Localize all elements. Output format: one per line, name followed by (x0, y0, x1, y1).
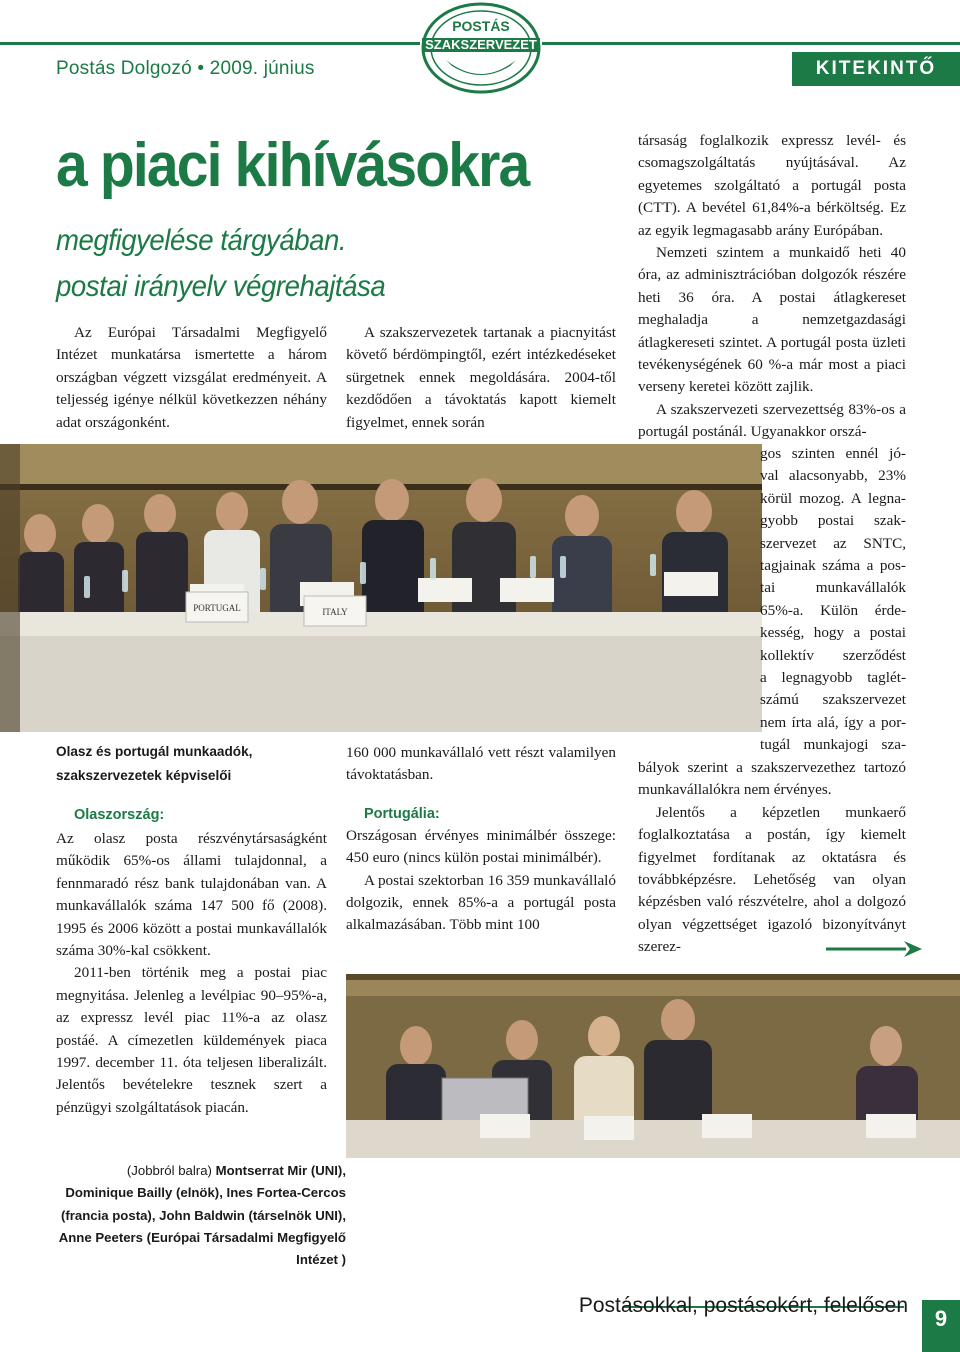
portugal-paragraph-2: A postai szektorban 16 359 munkavállaló dolgozik, ennek 85%-a a portugál posta alkalmazásában. Több mint 100 (346, 871, 616, 934)
sign-italy: ITALY (322, 607, 348, 617)
meeting-photo-2 (346, 974, 960, 1158)
credits-prefix: (Jobbról balra) (126, 1163, 216, 1178)
credits-names: Montserrat Mir (UNI), Dominique Bailly (elnök), Ines Fortea-Cercos (francia posta), John Baldwin (társelnök UNI), Anne Peeters (Európai Társadalmi Megfigyelő Intézet ) (58, 1163, 346, 1268)
caption-line-1: Olasz és portugál munkaadók, (56, 744, 253, 759)
wrap-line: tagjainak száma a pos- (760, 557, 906, 575)
lead-paragraph (56, 322, 327, 434)
right-paragraph-2: Nemzeti szintem a munkaidő heti 40 óra, az adminisztrációban dolgozók részére heti 36 óra. A postai átlagkereset meghaladja a nemzetgazdasági átlagkereseti szintet. A portugál posta üzleti tevékenységének 60 %-a már most a piaci verseny keretei között zajlik. (638, 244, 906, 396)
header-rule-left (0, 42, 420, 45)
section-label: KITEKINTŐ (792, 52, 960, 86)
right-paragraph-4: Jelentős a képzetlen munkaerő foglalkoztatása a postán, így kiemelt figyelmet fordítanak az oktatásra és továbbképzésre. Lehetőség van olyan képzésben való részvételre, ahol a dolgozó olyan végzettséget igazoló bizonyítványt szerez- (638, 803, 906, 956)
right-paragraph-3b: bályok szerint a szakszervezethez tartozó munkavállalókra nem érvényes. (638, 759, 906, 799)
middle-column-top (346, 322, 616, 434)
wrap-line: 65%-a. Külön érde- (760, 601, 906, 619)
logo-text-top: POSTÁS (452, 18, 510, 34)
page-number: 9 (922, 1300, 960, 1352)
right-column-wrap (760, 443, 906, 757)
wrap-line: gyobb postai szak- (760, 512, 906, 530)
headline: a piaci kihívásokra (56, 131, 529, 200)
right-paragraph-1: társaság foglalkozik expressz levél- és csomagszolgáltatás nyújtásával. Az egyetemes szolgáltató a portugál posta (CTT). A bevétel 61,84%-a bérköltség. Ez az egyik legmagasabb arány Európában. (638, 132, 906, 239)
wrap-line: gos szinten ennél jó- (760, 445, 906, 462)
caption-line-2: szakszervezetek képviselői (56, 768, 232, 783)
footer-tagline: Postásokkal, postásokért, felelősen (578, 1294, 908, 1317)
middle-bottom-text: 160 000 munkavállaló vett részt valamilyen távoktatásban. (346, 744, 616, 784)
photo-credits (56, 1160, 346, 1271)
page-header (0, 0, 960, 108)
middle-top-text: A szakszervezetek tartanak a piacnyitást követő bérdömpingtől, ezért intézkedéseket sürgetnek ennek megoldására. 2004-től kezdődően a távoktatás kapott kiemelt figyelmet, ennek során (346, 324, 616, 431)
right-column-bottom (638, 757, 906, 959)
continue-arrow-icon (826, 940, 922, 958)
wrap-line: tai munkavállalók (760, 579, 906, 597)
photo-caption-1 (56, 740, 326, 788)
wrap-line: tugál munkajogi sza- (760, 736, 906, 754)
portugal-paragraph-1: Országosan érvényes minimálbér összege: 450 euro (nincs külön postai minimálbér). (346, 826, 616, 867)
portugal-heading: Portugália: (364, 805, 440, 822)
italy-paragraph-2: 2011-ben történik meg a postai piac megnyitása. Jelenleg a levélpiac 90–95%-a, az expressz levél piac 11%-a az olasz postáé. A címezetlen küldemények piaca 1997. december 11. óta teljesen liberalizált. Jelentős bevételekre tesznek szert a pénzügyi szolgáltatások piacán. (56, 964, 327, 1116)
italy-heading: Olaszország: (74, 807, 165, 823)
subheadline-2: postai irányelv végrehajtása (56, 270, 386, 303)
wrap-line: nem írta alá, így a por- (760, 713, 906, 731)
right-column (638, 130, 906, 444)
right-paragraph-3a: A szakszervezeti szervezettség 83%-os a portugál postánál. Ugyanakkor orszá- (638, 400, 906, 441)
middle-column-bottom (346, 742, 616, 937)
wrap-line: szervezet az SNTC, (760, 534, 906, 552)
meeting-photo-1 (0, 444, 762, 732)
logo-text-bottom: SZAKSZERVEZET (425, 37, 537, 52)
wrap-line: val alacsonyabb, 23% (760, 467, 906, 485)
header-rule-right (542, 42, 960, 45)
wrap-line: kollektív szerződést (760, 646, 906, 664)
italy-section (56, 804, 327, 1119)
union-logo (418, 0, 544, 96)
wrap-line: számú szakszervezet (760, 691, 906, 709)
subheadline-1: megfigyelése tárgyában. (56, 224, 347, 257)
lead-text: Az Európai Társadalmi Megfigyelő Intézet munkatársa ismertette a három országban végzett vizsgálat eredményeit. A teljesség igénye nélkül következzen néhány adat országonként. (56, 324, 327, 431)
publication-info: Postás Dolgozó • 2009. június (56, 58, 315, 79)
wrap-line: a legnagyobb taglét- (760, 669, 906, 687)
sign-portugal: PORTUGAL (193, 603, 241, 613)
italy-paragraph-1: Az olasz posta részvénytársaságként működik 65%-os állami tulajdonnal, a fennmaradó rész bank tulajdonában van. A munkavállalók száma 147 500 fő (2008). 1995 és 2006 között a postai munkavállalók száma 30%-kal csökkent. (56, 830, 327, 960)
wrap-line: kesség, hogy a postai (760, 624, 906, 642)
wrap-line: körül mozog. A legna- (760, 489, 906, 507)
